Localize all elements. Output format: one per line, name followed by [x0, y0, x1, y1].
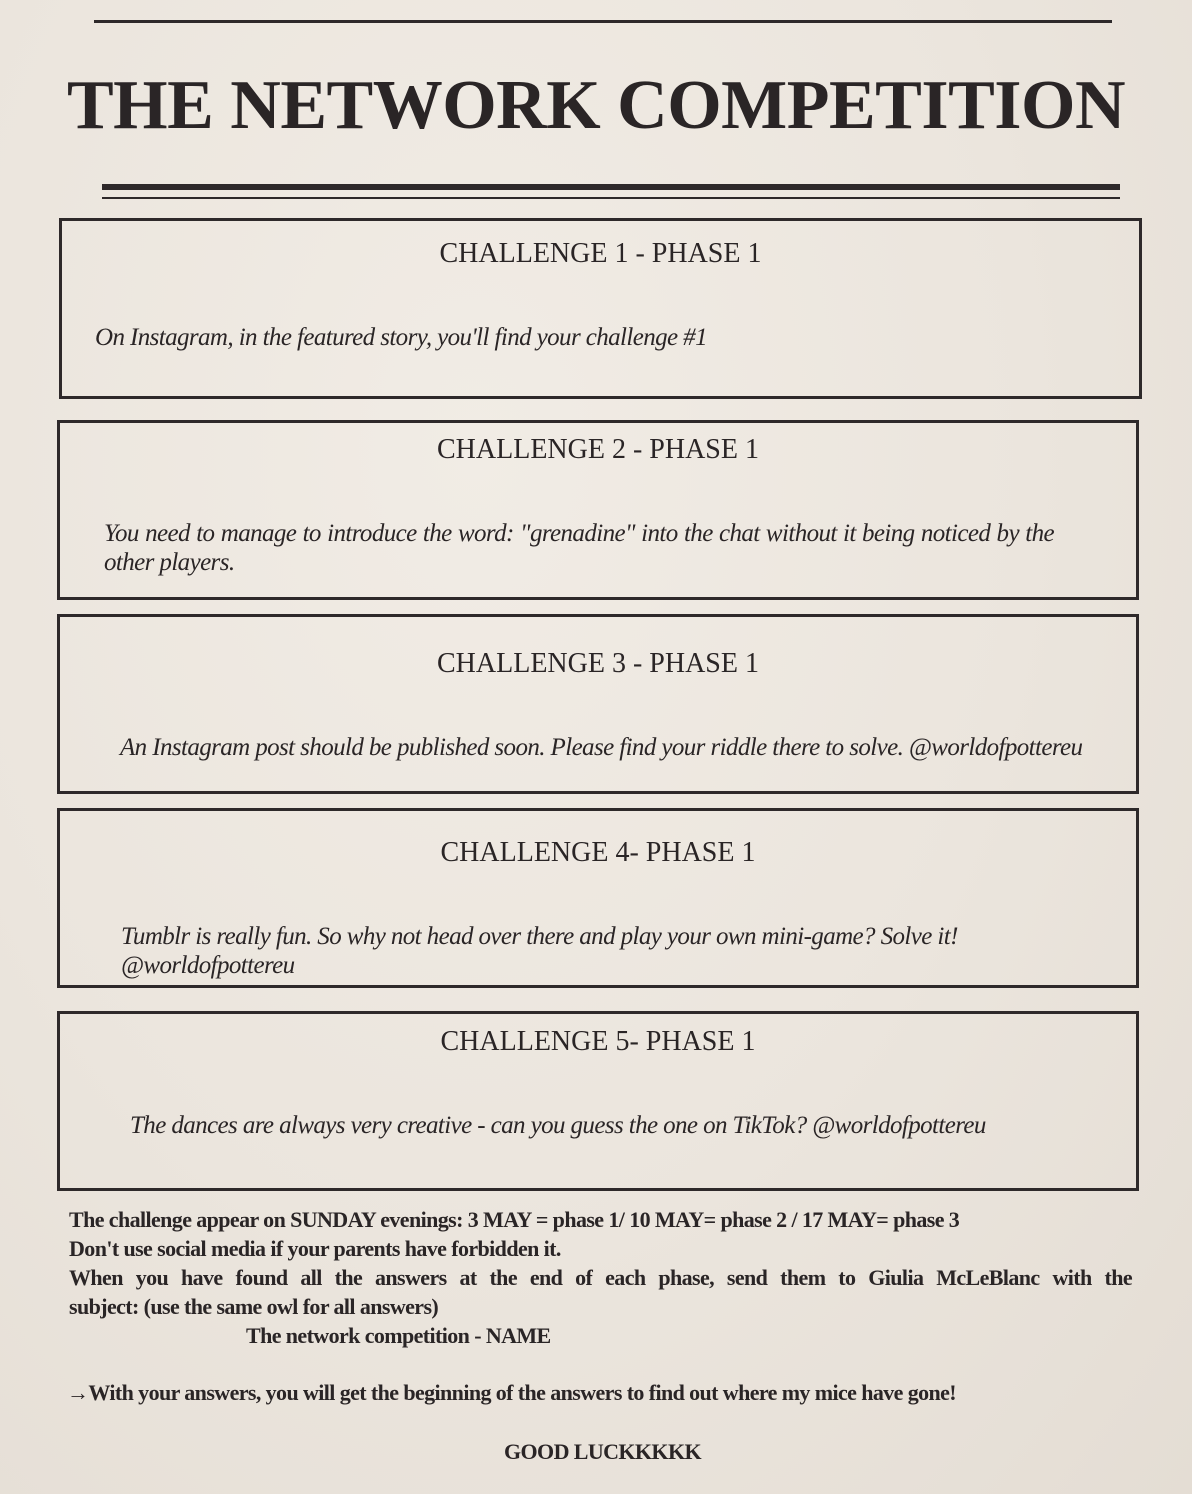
challenge-5-heading: CHALLENGE 5- PHASE 1: [440, 1026, 756, 1057]
schedule-note: The challenge appear on SUNDAY evenings: 3 MAY = phase 1/ 10 MAY= phase 2 / 17 MAY= phase 3: [69, 1207, 960, 1232]
challenge-3-text: An Instagram post should be published soon. Please find your riddle there to solve. @worldofpottereu: [120, 734, 1083, 761]
challenge-2-heading: CHALLENGE 2 - PHASE 1: [437, 434, 759, 465]
challenge-4-box: [57, 808, 1139, 988]
challenge-2-box: [57, 420, 1139, 600]
instructions-line-1: When you have found all the answers at the end of each phase, send them to Giulia McLeBlanc with the: [69, 1265, 1132, 1290]
instructions-line-2: subject: (use the same owl for all answers): [69, 1294, 439, 1319]
challenge-5-text: The dances are always very creative - can you guess the one on TikTok? @worldofpottereu: [130, 1112, 986, 1139]
challenge-3-heading: CHALLENGE 3 - PHASE 1: [437, 648, 759, 679]
challenge-1-heading: CHALLENGE 1 - PHASE 1: [439, 238, 762, 269]
parental-warning: Don't use social media if your parents have forbidden it.: [69, 1236, 561, 1261]
challenge-4-text: [121, 922, 958, 980]
challenge-3-box: [57, 614, 1139, 794]
page-title: THE NETWORK COMPETITION: [66, 67, 1126, 144]
challenge-4-heading: CHALLENGE 4- PHASE 1: [440, 837, 756, 868]
subject-format: The network competition - NAME: [246, 1323, 551, 1348]
challenge-5-box: [57, 1011, 1139, 1191]
sign-off: GOOD LUCKKKKK: [504, 1439, 701, 1464]
title-rule-thick: [102, 184, 1120, 190]
challenge-2-text-line-1: You need to manage to introduce the word: "grenadine" into the chat without it being noticed by the: [104, 520, 1054, 547]
top-rule: [94, 20, 1112, 23]
challenge-2-text-line-2: other players.: [104, 549, 235, 576]
challenge-2-text: [104, 519, 1054, 577]
answers-note: →With your answers, you will get the beginning of the answers to find out where my mice have gone!: [67, 1380, 957, 1405]
challenge-1-text: On Instagram, in the featured story, you'll find your challenge #1: [95, 324, 707, 351]
challenge-4-text-line-2: @worldofpottereu: [121, 952, 295, 979]
challenge-4-text-line-1: Tumblr is really fun. So why not head over there and play your own mini-game? Solve it!: [121, 923, 958, 950]
challenge-1-box: [59, 218, 1142, 399]
title-rule-thin: [102, 197, 1120, 199]
